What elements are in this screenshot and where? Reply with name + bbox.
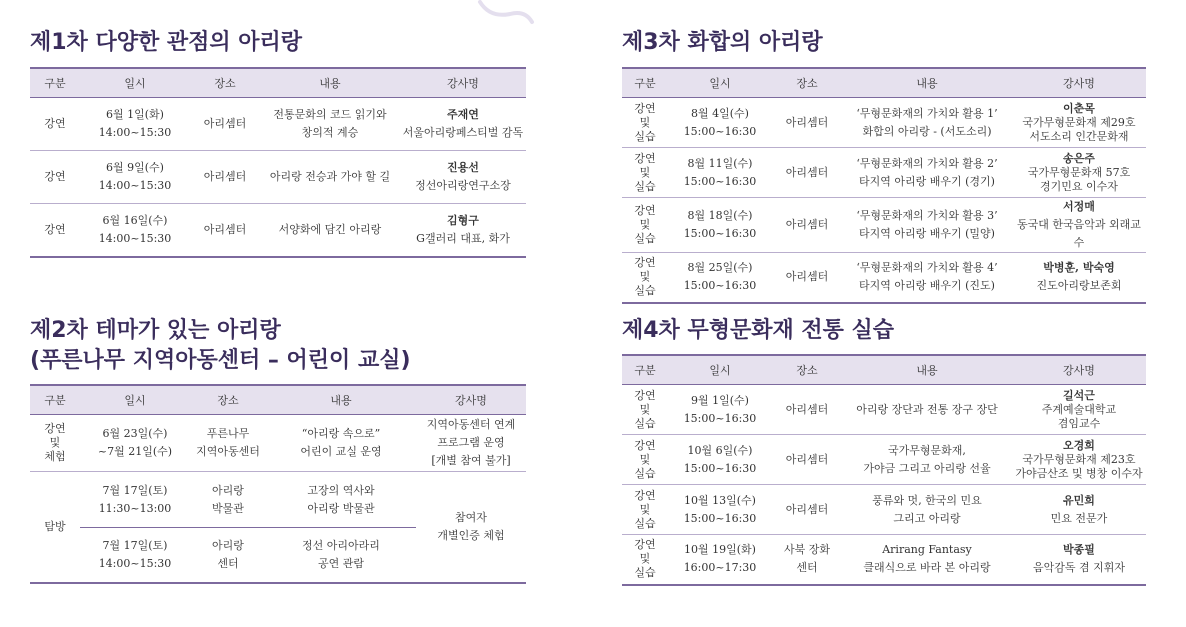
table-header-row bbox=[30, 68, 526, 98]
cell-type: 강연 bbox=[44, 222, 66, 236]
cell-type: 탐방 bbox=[30, 472, 80, 583]
schedule-table-1 bbox=[30, 67, 526, 258]
cell-place: 아리셈터 bbox=[785, 402, 829, 416]
cell-type: 강연 및 실습 bbox=[634, 388, 656, 430]
cell-content: 고장의 역사와 아리랑 박물관 bbox=[266, 472, 416, 528]
cell-type: 강연 및 체험 bbox=[44, 422, 66, 463]
cell-type: 강연 및 실습 bbox=[634, 488, 656, 530]
section-4-title: 제4차 무형문화재 전통 실습 bbox=[622, 318, 895, 343]
cell-place: 아리셈터 bbox=[785, 218, 829, 231]
header-date: 일시 bbox=[668, 355, 772, 385]
header-place: 장소 bbox=[772, 68, 842, 98]
cell-place: 아리랑 센터 bbox=[212, 538, 244, 570]
section-1 bbox=[30, 28, 526, 258]
cell-instructor: 오경희 국가무형문화재 제23호 가야금산조 및 병창 이수자 bbox=[1015, 438, 1143, 480]
cell-content: 전통문화의 코드 읽기와 창의적 계승 bbox=[273, 108, 387, 139]
header-content: 내용 bbox=[260, 68, 400, 98]
cell-type: 강연 및 실습 bbox=[634, 438, 656, 480]
cell-content: ‘무형문화재의 가치와 활용 4’ 타지역 아리랑 배우기 (진도) bbox=[856, 261, 998, 293]
cell-instructor: 참여자 개별인증 체험 bbox=[416, 472, 526, 583]
cell-type: 강연 및 실습 bbox=[634, 204, 656, 245]
table-row bbox=[30, 472, 526, 528]
table-row bbox=[622, 385, 1146, 435]
cell-place: 아리셈터 bbox=[785, 165, 829, 179]
table-row bbox=[30, 204, 526, 257]
cell-date: 8월 4일(수) 15:00~16:30 bbox=[683, 106, 757, 138]
header-type: 구분 bbox=[622, 355, 668, 385]
cell-place: 아리셈터 bbox=[203, 222, 247, 236]
cell-type: 강연 및 실습 bbox=[634, 151, 656, 193]
cell-date: 7월 17일(토) 11:30~13:00 bbox=[80, 472, 190, 528]
cell-instructor: 송은주 국가무형문화재 57호 경기민요 이수자 bbox=[1027, 151, 1131, 193]
header-content: 내용 bbox=[842, 355, 1012, 385]
cell-place: 아리셈터 bbox=[785, 115, 829, 129]
table-row bbox=[622, 253, 1146, 303]
cell-type: 강연 bbox=[44, 170, 66, 183]
cell-instructor: 이춘목 국가무형문화재 제29호 서도소리 인간문화재 bbox=[1022, 101, 1136, 143]
header-place: 장소 bbox=[190, 385, 266, 415]
cell-date: 6월 1일(화) 14:00~15:30 bbox=[98, 108, 172, 139]
section-2 bbox=[30, 316, 526, 584]
section-2-title: 제2차 테마가 있는 아리랑 bbox=[30, 318, 281, 343]
section-1-title: 제1차 다양한 관점의 아리랑 bbox=[30, 30, 303, 55]
cell-content: 서양화에 담긴 아리랑 bbox=[278, 222, 382, 236]
table-row bbox=[30, 98, 526, 151]
header-type: 구분 bbox=[30, 68, 80, 98]
cell-place: 아리셈터 bbox=[785, 452, 829, 466]
cell-date: 8월 25일(수) 15:00~16:30 bbox=[683, 261, 757, 293]
cell-date: 10월 6일(수) 15:00~16:30 bbox=[683, 443, 757, 475]
header-instructor: 강사명 bbox=[416, 385, 526, 415]
table-row bbox=[622, 148, 1146, 198]
cell-content: 아리랑 전승과 가야 할 길 bbox=[269, 170, 391, 183]
schedule-table-2 bbox=[30, 384, 526, 584]
cell-place: 아리랑 박물관 bbox=[190, 472, 266, 528]
header-place: 장소 bbox=[772, 355, 842, 385]
table-row bbox=[30, 415, 526, 472]
cell-content: ‘무형문화재의 가치와 활용 1’ 화합의 아리랑 - (서도소리) bbox=[856, 106, 998, 138]
header-instructor: 강사명 bbox=[1012, 68, 1146, 98]
header-date: 일시 bbox=[80, 68, 190, 98]
header-place: 장소 bbox=[190, 68, 260, 98]
table-row bbox=[622, 485, 1146, 535]
cell-date: 7월 17일(토) 14:00~15:30 bbox=[98, 538, 172, 570]
cell-date: 10월 13일(수) 15:00~16:30 bbox=[683, 493, 757, 525]
cell-type: 강연 bbox=[44, 117, 66, 130]
table-row bbox=[622, 198, 1146, 253]
cell-place: 아리셈터 bbox=[203, 170, 247, 183]
cell-instructor: 박병훈, 박숙영 진도아리랑보존회 bbox=[1036, 261, 1122, 293]
table-row bbox=[30, 151, 526, 204]
cell-content: 정선 아리아라리 공연 관람 bbox=[302, 538, 380, 570]
cell-instructor: 김형구 G갤러리 대표, 화가 bbox=[416, 213, 510, 245]
table-row bbox=[622, 535, 1146, 585]
cell-type: 강연 및 실습 bbox=[634, 538, 656, 580]
cell-instructor: 박종필 음악감독 겸 지휘자 bbox=[1032, 543, 1125, 575]
cell-date: 6월 9일(수) 14:00~15:30 bbox=[98, 161, 172, 192]
header-type: 구분 bbox=[622, 68, 668, 98]
cell-instructor: 지역아동센터 연계 프로그램 운영 [개별 참여 불가] bbox=[426, 418, 516, 467]
schedule-table-3 bbox=[622, 67, 1146, 304]
cell-type: 강연 및 실습 bbox=[634, 101, 656, 143]
table-row bbox=[622, 435, 1146, 485]
header-date: 일시 bbox=[668, 68, 772, 98]
cell-content: 아리랑 장단과 전통 장구 장단 bbox=[856, 402, 998, 416]
cell-instructor: 진용선 정선아리랑연구소장 bbox=[415, 161, 511, 192]
cell-place: 아리셈터 bbox=[203, 117, 247, 130]
header-type: 구분 bbox=[30, 385, 80, 415]
cell-instructor: 길석근 주계예술대학교 겸임교수 bbox=[1041, 388, 1117, 430]
cell-date: 9월 1일(수) 15:00~16:30 bbox=[683, 393, 757, 425]
schedule-table-4 bbox=[622, 354, 1146, 586]
header-instructor: 강사명 bbox=[1012, 355, 1146, 385]
cell-content: 국가무형문화재, 가야금 그리고 아리랑 선율 bbox=[863, 443, 991, 475]
table-header-row bbox=[622, 68, 1146, 98]
cell-content: 풍류와 멋, 한국의 민요 그리고 아리랑 bbox=[872, 493, 982, 525]
cell-content: ‘무형문화재의 가치와 활용 3’ 타지역 아리랑 배우기 (밀양) bbox=[856, 209, 998, 240]
table-row bbox=[622, 98, 1146, 148]
cell-place: 푸른나무 지역아동센터 bbox=[196, 427, 260, 458]
section-3 bbox=[622, 28, 1146, 304]
cell-instructor: 주재연 서울아리랑페스티벌 감독 bbox=[402, 108, 524, 139]
cell-date: 6월 23일(수) ~7월 21일(수) bbox=[97, 427, 173, 458]
header-content: 내용 bbox=[266, 385, 416, 415]
cell-content: Arirang Fantasy 클래식으로 바라 본 아리랑 bbox=[863, 543, 991, 575]
cell-place: 사북 장화 센터 bbox=[783, 543, 830, 575]
section-3-title: 제3차 화합의 아리랑 bbox=[622, 30, 823, 55]
cell-date: 8월 18일(수) 15:00~16:30 bbox=[683, 209, 757, 240]
header-content: 내용 bbox=[842, 68, 1012, 98]
decorative-swirl bbox=[470, 0, 550, 30]
cell-content: ‘무형문화재의 가치와 활용 2’ 타지역 아리랑 배우기 (경기) bbox=[856, 156, 998, 188]
cell-instructor: 서정매 동국대 한국음악과 외래교수 bbox=[1017, 200, 1141, 249]
header-date: 일시 bbox=[80, 385, 190, 415]
section-4 bbox=[622, 316, 1146, 586]
section-2-subtitle: (푸른나무 지역아동센터 – 어린이 교실) bbox=[30, 348, 411, 373]
table-header-row bbox=[30, 385, 526, 415]
cell-instructor: 유민희 민요 전문가 bbox=[1050, 493, 1108, 525]
cell-date: 8월 11일(수) 15:00~16:30 bbox=[683, 156, 757, 188]
table-header-row bbox=[622, 355, 1146, 385]
cell-date: 10월 19일(화) 16:00~17:30 bbox=[683, 543, 757, 575]
cell-date: 6월 16일(수) 14:00~15:30 bbox=[98, 213, 172, 245]
header-instructor: 강사명 bbox=[400, 68, 526, 98]
cell-place: 아리셈터 bbox=[785, 502, 829, 516]
cell-content: “아리랑 속으로” 어린이 교실 운영 bbox=[300, 427, 382, 458]
cell-place: 아리셈터 bbox=[785, 270, 829, 284]
cell-type: 강연 및 실습 bbox=[634, 256, 656, 298]
